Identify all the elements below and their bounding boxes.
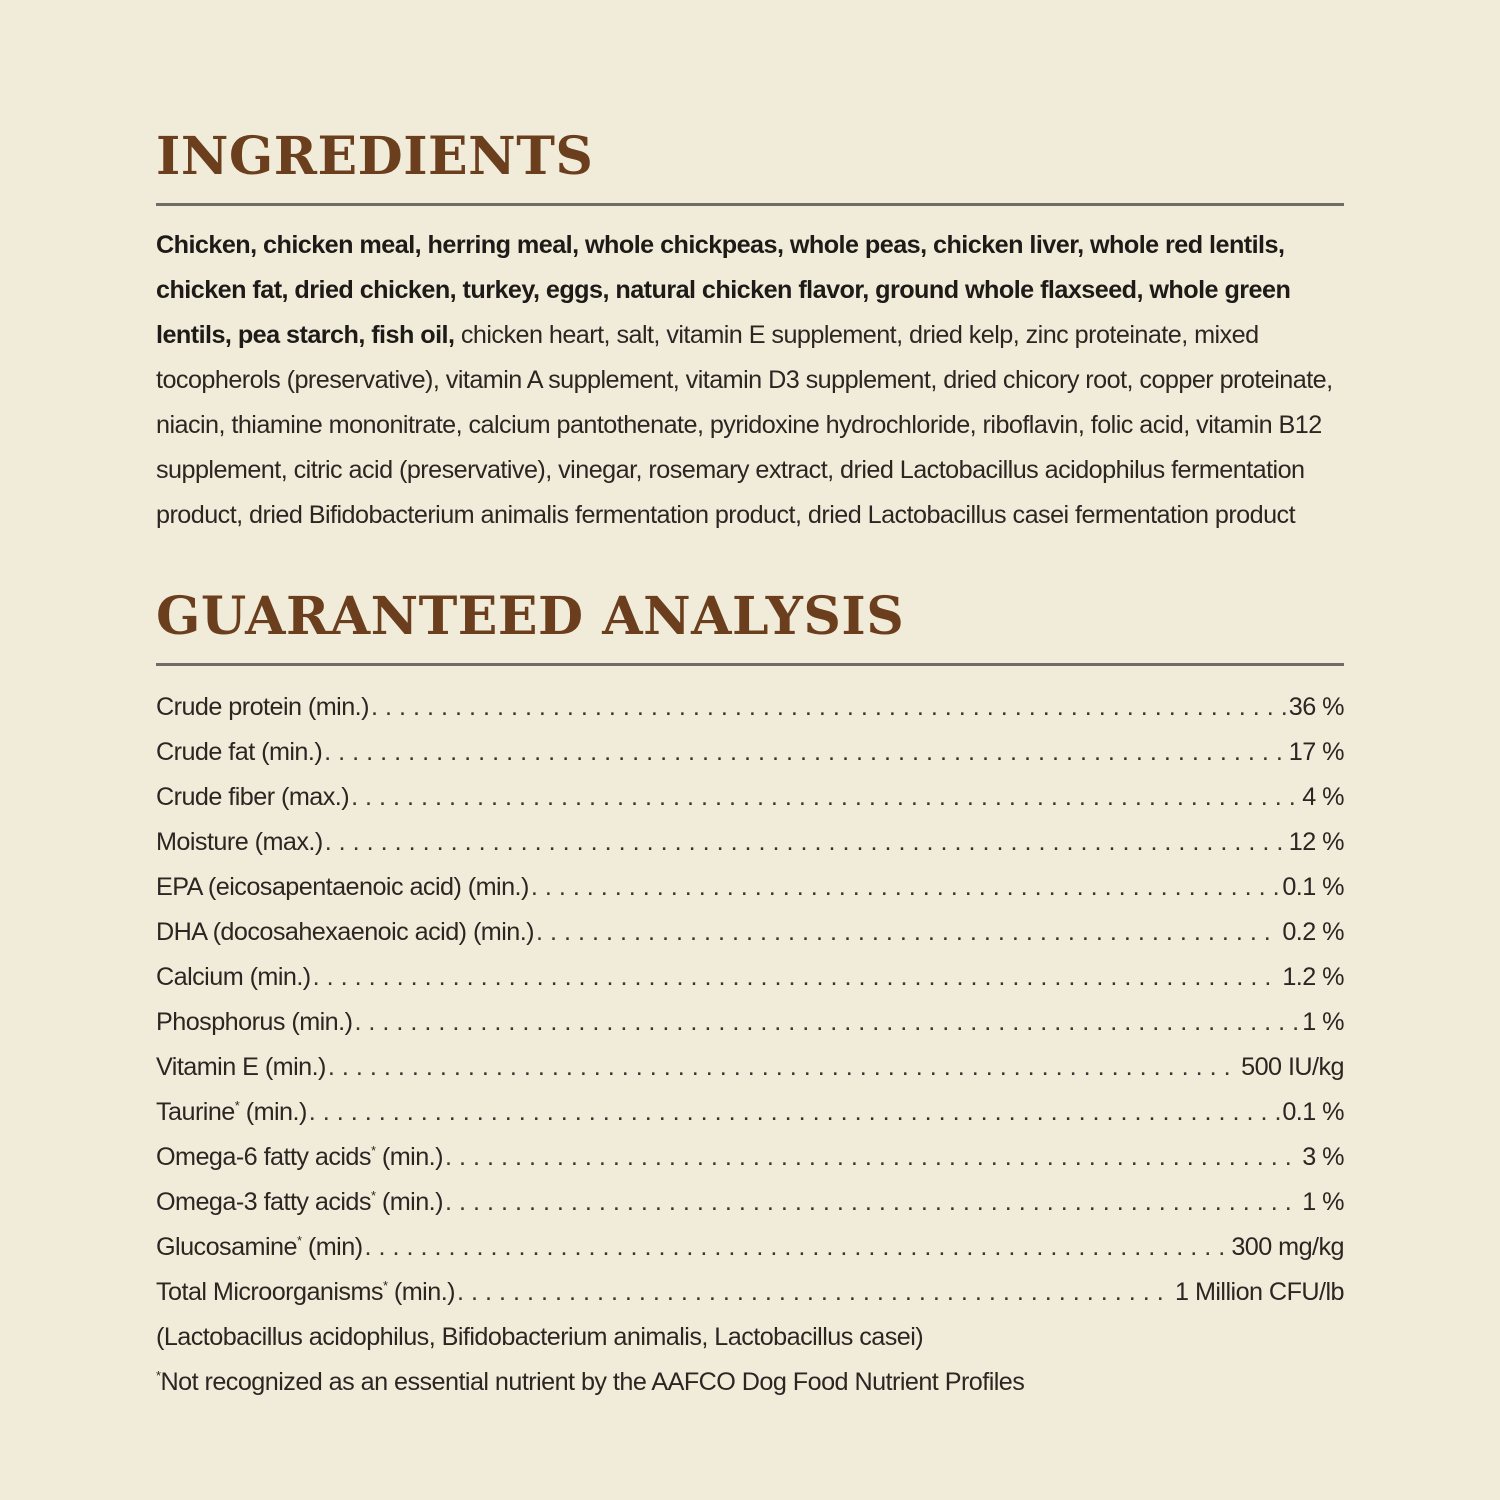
nutrient-qualifier: (min.) — [375, 1143, 443, 1171]
analysis-row-value: 1 Million CFU/lb — [1175, 1278, 1344, 1306]
analysis-row — [156, 1090, 1344, 1135]
analysis-row — [156, 1270, 1344, 1315]
analysis-row-value: 1 % — [1302, 1008, 1344, 1036]
asterisk-mark: * — [296, 1233, 302, 1248]
analysis-row-value: 500 IU/kg — [1241, 1053, 1344, 1081]
analysis-row — [156, 685, 1344, 730]
analysis-row-label — [156, 730, 322, 775]
footnote-text: Not recognized as an essential nutrient by the AAFCO Dog Food Nutrient Profiles — [160, 1368, 1025, 1396]
dot-leader — [313, 955, 1281, 1000]
dot-leader — [325, 820, 1287, 865]
nutrient-qualifier: (min.) — [375, 1188, 443, 1216]
dot-leader — [309, 1090, 1281, 1135]
analysis-row-label — [156, 1045, 326, 1090]
analysis-row — [156, 910, 1344, 955]
ingredients-regular-text: chicken heart, salt, vitamin E supplement, dried kelp, zinc proteinate, mixed tocopherols (preservative), vitamin A supplement, vitamin D3 supplement, dried chicory root, copper proteinate, niacin, thiamine mononitrate, calcium pantothenate, pyridoxine hydrochloride, riboflavin, folic acid, vitamin B12 supplement, citric acid (preservative), vinegar, rosemary extract, dried Lactobacillus acidophilus fermentation product, dried Bifidobacterium animalis fermentation product, dried Lactobacillus casei fermentation product — [156, 321, 1333, 529]
dot-leader — [365, 1225, 1230, 1270]
asterisk-mark: * — [370, 1188, 376, 1203]
nutrient-name: Calcium (min.) — [156, 963, 311, 991]
analysis-row-value: 1.2 % — [1282, 963, 1344, 991]
nutrient-name: Total Microorganisms — [156, 1278, 383, 1306]
nutrient-name: Crude protein (min.) — [156, 693, 369, 721]
dot-leader — [351, 775, 1300, 820]
analysis-row-label — [156, 775, 349, 820]
ingredients-divider — [156, 203, 1344, 206]
analysis-row-value: 3 % — [1302, 1143, 1344, 1171]
analysis-row — [156, 1135, 1344, 1180]
analysis-row-label — [156, 910, 534, 955]
dot-leader — [324, 730, 1287, 775]
guaranteed-analysis-title: GUARANTEED ANALYSIS — [156, 586, 905, 647]
dot-leader — [371, 685, 1287, 730]
dot-leader — [328, 1045, 1239, 1090]
nutrient-name: Crude fat (min.) — [156, 738, 323, 766]
analysis-row-label — [156, 1090, 307, 1135]
analysis-row — [156, 1045, 1344, 1090]
analysis-row-label — [156, 955, 311, 1000]
analysis-row-value: 12 % — [1288, 828, 1344, 856]
ingredients-text — [156, 223, 1344, 538]
nutrient-qualifier: (min.) — [239, 1098, 307, 1126]
analysis-row-label — [156, 1270, 455, 1315]
analysis-row-label — [156, 865, 529, 910]
analysis-row — [156, 865, 1344, 910]
analysis-row-label — [156, 1225, 363, 1270]
microorganisms-note: (Lactobacillus acidophilus, Bifidobacterium animalis, Lactobacillus casei) — [156, 1323, 924, 1351]
nutrient-name: EPA (eicosapentaenoic acid) (min.) — [156, 873, 529, 901]
analysis-row-label — [156, 685, 369, 730]
analysis-divider — [156, 663, 1344, 666]
nutrient-name: Taurine — [156, 1098, 235, 1126]
nutrient-name: Glucosamine — [156, 1233, 297, 1261]
dot-leader — [445, 1135, 1300, 1180]
analysis-row-label — [156, 1135, 443, 1180]
nutrient-name: Phosphorus (min.) — [156, 1008, 353, 1036]
analysis-row-value: 0.2 % — [1282, 918, 1344, 946]
dot-leader — [445, 1180, 1300, 1225]
nutrient-name: Crude fiber (max.) — [156, 783, 350, 811]
analysis-row-label — [156, 1180, 443, 1225]
nutrient-name: Omega-6 fatty acids — [156, 1143, 371, 1171]
nutrient-qualifier: (min.) — [387, 1278, 455, 1306]
analysis-row-label — [156, 820, 323, 865]
analysis-row-value: 0.1 % — [1282, 873, 1344, 901]
ingredients-bold-text: Chicken, chicken meal, herring meal, whole chickpeas, whole peas, chicken liver, whole red lentils, chicken fat, dried chicken, turkey, eggs, natural chicken flavor, ground whole flaxseed, whole green lentils, pea starch, fish oil, — [156, 231, 1291, 349]
dot-leader — [536, 910, 1280, 955]
asterisk-mark: * — [234, 1098, 240, 1113]
nutrient-name: DHA (docosahexaenoic acid) (min.) — [156, 918, 535, 946]
analysis-row-label — [156, 1000, 352, 1045]
dot-leader — [457, 1270, 1173, 1315]
analysis-row-value: 17 % — [1288, 738, 1344, 766]
analysis-row — [156, 955, 1344, 1000]
analysis-row-value: 1 % — [1302, 1188, 1344, 1216]
dot-leader — [354, 1000, 1300, 1045]
nutrient-name: Moisture (max.) — [156, 828, 323, 856]
ingredients-title: INGREDIENTS — [156, 126, 594, 187]
footnote — [156, 1360, 1344, 1405]
analysis-row — [156, 1225, 1344, 1270]
analysis-row — [156, 820, 1344, 865]
analysis-row — [156, 775, 1344, 820]
nutrient-name: Vitamin E (min.) — [156, 1053, 326, 1081]
nutrient-qualifier: (min) — [301, 1233, 363, 1261]
analysis-row-value: 300 mg/kg — [1231, 1233, 1344, 1261]
analysis-row-value: 36 % — [1288, 693, 1344, 721]
footnote-mark: * — [156, 1368, 161, 1383]
analysis-row — [156, 1180, 1344, 1225]
analysis-row-value: 4 % — [1302, 783, 1344, 811]
analysis-row — [156, 730, 1344, 775]
analysis-table — [156, 685, 1344, 1315]
asterisk-mark: * — [382, 1278, 388, 1293]
asterisk-mark: * — [370, 1143, 376, 1158]
nutrient-name: Omega-3 fatty acids — [156, 1188, 371, 1216]
dot-leader — [531, 865, 1281, 910]
analysis-row — [156, 1000, 1344, 1045]
analysis-row-value: 0.1 % — [1282, 1098, 1344, 1126]
